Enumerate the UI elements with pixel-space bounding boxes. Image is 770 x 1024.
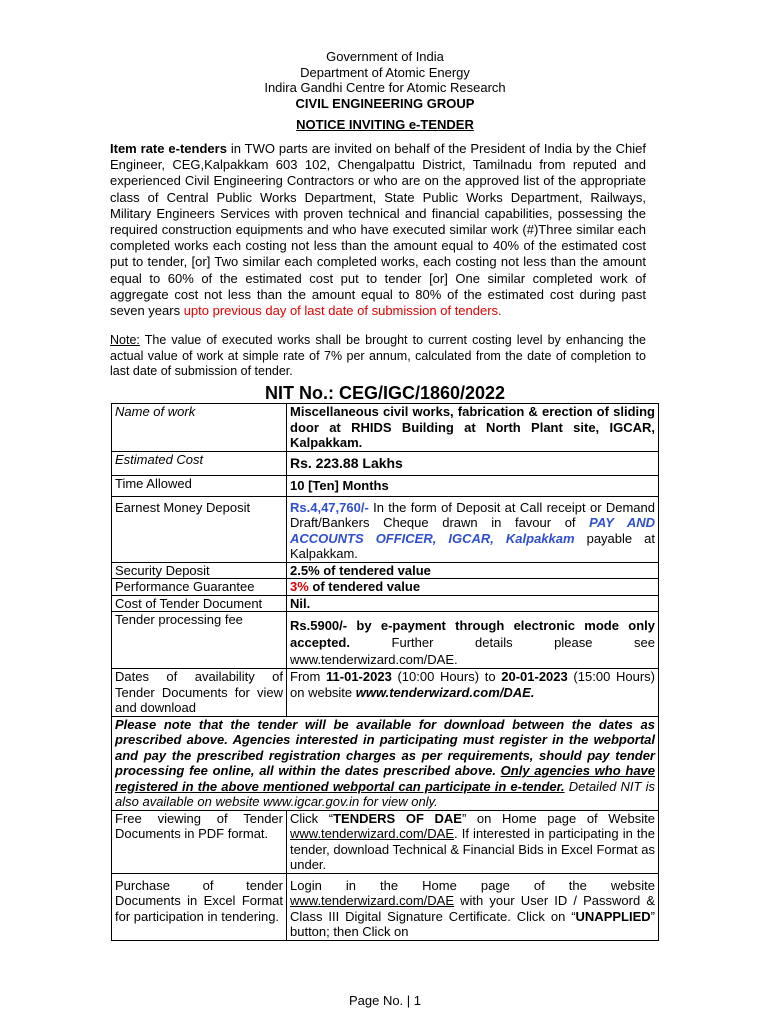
purchase-bold: UNAPPLIED [575, 908, 651, 924]
table-row [112, 716, 659, 810]
dates-availability-label: Dates of availability of Tender Documents for view and download [112, 669, 287, 717]
table-row [112, 810, 659, 873]
table-row [112, 612, 659, 669]
intro-paragraph [110, 141, 646, 319]
security-deposit-value: 2.5% of tendered value [287, 562, 659, 579]
free-view-pre: Click “ [290, 810, 334, 826]
free-view-bold: TENDERS OF DAE [333, 810, 462, 826]
free-viewing-label: Free viewing of Tender Documents in PDF format. [112, 810, 287, 873]
free-view-mid: ” on Home page of Website [461, 810, 656, 826]
header-centre: Indira Gandhi Centre for Atomic Research [264, 80, 506, 95]
table-row [112, 595, 659, 612]
purchase-pre: Login in the Home page of the website [290, 877, 655, 893]
intro-lead: Item rate e-tenders [110, 141, 227, 156]
estimated-cost-value: Rs. 223.88 Lakhs [287, 451, 659, 476]
purchase-value [287, 873, 659, 940]
table-row [112, 496, 659, 562]
performance-guarantee-text: of tendered value [308, 579, 421, 594]
table-row [112, 562, 659, 579]
intro-body: in TWO parts are invited on behalf of the President of India by the Chief Engineer, CEG,Kalpakkam 603 102, Chengalpattu District, Tamilnadu from reputed and experienced Civil Engineering Contractors or who are on the approved list of the appropriate class of Central Public Works Department, State Public Works Department, Railways, Military Engineers Services with proven technical and financial capabilities, possessing the required construction equipments and who have executed similar work (#)Three similar each completed works each costing not less than the amount equal to 40% of the estimated cost put to tender, [or] Two similar each completed works, each costing not less than the amount equal to 60% of the estimated cost put to tender [or] One similar completed work of aggregate cost not less than the amount equal to 80% of the estimated cost during past seven years [110, 141, 647, 319]
emd-tail: payable at Kalpakkam. [290, 530, 655, 561]
table-row [112, 451, 659, 476]
page-number: Page No. | 1 [348, 993, 422, 1008]
dates-start: 11-01-2023 [326, 669, 392, 684]
free-view-tail: . If interested in participating in the tender, download Technical & Financial Bids in Excel Format as under. [290, 826, 655, 872]
emd-label: Earnest Money Deposit [112, 496, 287, 562]
intro-red-text: upto previous day of last date of submission of tenders. [183, 303, 502, 319]
tenderwizard-link[interactable]: www.tenderwizard.com/DAE [290, 826, 454, 841]
free-viewing-value [287, 810, 659, 873]
header-department: Department of Atomic Energy [300, 64, 470, 80]
dates-end: 20-01-2023 [501, 669, 568, 684]
processing-fee-text: Further details please see www.tenderwizard.com/DAE. [290, 635, 655, 667]
performance-guarantee-percent: 3% [290, 579, 309, 594]
table-row [112, 669, 659, 717]
note-paragraph [110, 333, 646, 380]
emd-payee: PAY AND ACCOUNTS OFFICER, IGCAR, Kalpakkam [290, 515, 655, 546]
processing-fee-value [287, 612, 659, 669]
table-row [112, 476, 659, 497]
dates-start-time: (10:00 Hours) to [391, 669, 502, 684]
note-label: Note: [110, 333, 140, 347]
header-block [0, 49, 770, 111]
emd-text: In the form of Deposit at Call receipt or Demand Draft/Bankers Cheque drawn in favour of [290, 499, 655, 530]
nit-number: NIT No.: CEG/IGC/1860/2022 [264, 383, 506, 403]
processing-fee-bold: Rs.5900/- by e-payment through electronic mode only accepted. [290, 618, 655, 650]
emd-amount: Rs.4,47,760/- [290, 499, 369, 515]
please-note-cell [112, 716, 659, 810]
dates-end-time: (15:00 Hours) on website [290, 669, 655, 700]
table-row [112, 873, 659, 940]
tenderwizard-link-login[interactable]: www.tenderwizard.com/DAE [290, 893, 454, 908]
cost-of-document-value: Nil. [287, 595, 659, 612]
purchase-label: Purchase of tender Documents in Excel Format for participation in tendering. [112, 873, 287, 940]
note-text: The value of executed works shall be brought to current costing level by enhancing the actual value of work at simple rate of 7% per annum, calculated from the date of completion to last date of submission of tender. [110, 333, 646, 378]
please-note-underlined: Only agencies who have registered in the above mentioned webportal can participate in e-tender. [115, 763, 656, 794]
purchase-mid: with your User ID / Password & Class III Digital Signature Certificate. Click on “ [290, 893, 655, 924]
header-group: CIVIL ENGINEERING GROUP [295, 95, 475, 111]
estimated-cost-label: Estimated Cost [112, 451, 287, 476]
name-of-work-label: Name of work [112, 404, 287, 452]
cost-of-document-label: Cost of Tender Document [112, 595, 287, 612]
time-allowed-label: Time Allowed [112, 476, 287, 497]
table-row [112, 404, 659, 452]
tender-details-table [111, 403, 659, 941]
header-government: Government of India [326, 49, 444, 64]
table-row [112, 579, 659, 596]
notice-title: NOTICE INVITING e-TENDER [296, 117, 474, 132]
purchase-tail: ” button; then Click on [290, 908, 655, 939]
please-note-text-2: Detailed NIT is also available on website www.igcar.gov.in for view only. [115, 778, 655, 809]
emd-value [287, 496, 659, 562]
please-note-text-1: Please note that the tender will be available for download between the dates as prescribed above. Agencies interested in participating must register in the webportal and pay the prescribed registration charges as per requirements, should pay tender processing fee online, all within the dates prescribed above. [115, 716, 655, 778]
dates-from: From [290, 669, 327, 684]
processing-fee-label: Tender processing fee [112, 612, 287, 669]
dates-website: www.tenderwizard.com/DAE. [355, 684, 535, 700]
name-of-work-value: Miscellaneous civil works, fabrication & erection of sliding door at RHIDS Building at North Plant site, IGCAR, Kalpakkam. [287, 404, 659, 452]
security-deposit-label: Security Deposit [112, 562, 287, 579]
performance-guarantee-label: Performance Guarantee [112, 579, 287, 596]
dates-availability-value [287, 669, 659, 717]
performance-guarantee-value [287, 579, 659, 596]
time-allowed-value: 10 [Ten] Months [287, 476, 659, 497]
